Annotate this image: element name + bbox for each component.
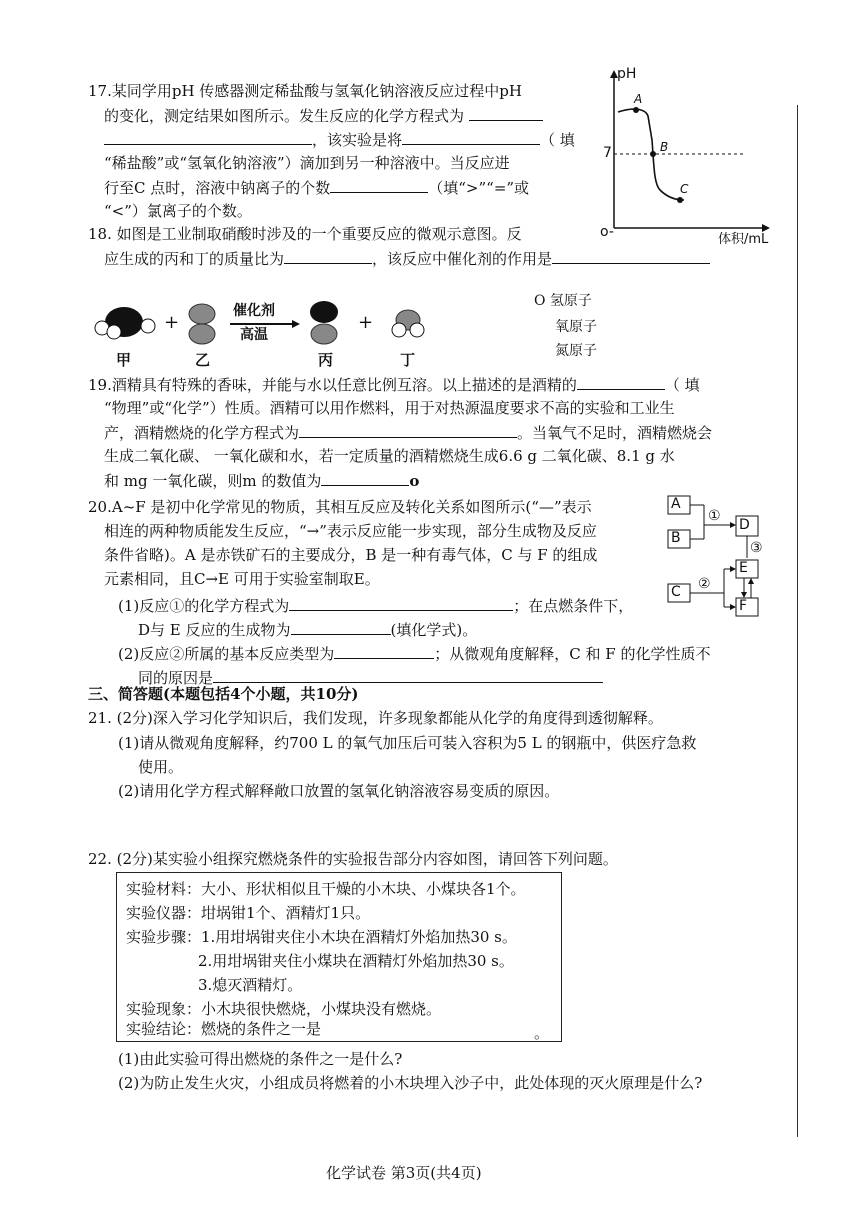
origin-label: o-: [600, 224, 614, 240]
q17-line1: 17.某同学用pH 传感器测定稀盐酸与氢氧化钠溶液反应过程中pH: [88, 82, 522, 100]
report-phenomenon: 实验现象：小木块很快燃烧，小煤块没有燃烧。: [126, 1000, 442, 1018]
q20-sub1: (1)反应①的化学方程式为 ；在点燃条件下，: [118, 594, 633, 617]
page-footer: 化学试卷 第3页(共4页): [326, 1164, 482, 1182]
legend-nitrogen: 氮原子: [555, 343, 597, 359]
node-a: A: [671, 496, 681, 512]
q22-line1: 22. (2分)某实验小组探究燃烧条件的实验报告部分内容如图，请回答下列问题。: [88, 850, 618, 868]
node-d: D: [739, 517, 750, 533]
report-conclusion-end: 。: [534, 1024, 550, 1042]
q19-line4: 生成二氧化碳、 一氧化碳和水，若一定质量的酒精燃烧生成6.6 g 二氧化碳、8.1 g 水: [104, 447, 675, 465]
plus-sign-1: +: [164, 312, 180, 333]
point-c-marker: [677, 197, 683, 203]
report-materials: 实验材料：大小、形状相似且干燥的小木块、小煤块各1个。: [126, 880, 526, 898]
legend-oxygen: 氧原子: [555, 319, 597, 335]
condition-label: 高温: [240, 327, 268, 343]
report-conclusion: 实验结论：燃烧的条件之一是: [126, 1020, 322, 1038]
margin-line: [797, 105, 798, 1137]
reaction-1-label: ①: [708, 508, 721, 524]
seven-label: 7: [603, 145, 612, 161]
node-f: F: [739, 598, 748, 614]
molecule-bing: [310, 301, 338, 344]
plus-sign-2: +: [358, 312, 374, 333]
q17-line2: 的变化，测定结果如图所示。发生反应的化学方程式为: [104, 104, 543, 127]
q20-line1: 20.A~F 是初中化学常见的物质，其相互反应及转化关系如图所示(“—”表示: [88, 498, 592, 516]
volume-axis-label: 体积/mL: [718, 232, 769, 247]
q18-line2: 应生成的丙和丁的质量比为 ，该反应中催化剂的作用是: [104, 247, 710, 270]
molecule-yi: [189, 304, 215, 344]
q19-line2: “物理”或“化学”）性质。酒精可以用作燃料，用于对热源温度要求不高的实验和工业生: [104, 399, 675, 417]
ph-graph: [596, 66, 776, 246]
q21-line1: 21. (2分)深入学习化学知识后，我们发现，许多现象都能从化学的角度得到透彻解释。: [88, 709, 663, 727]
q20-line3: 条件省略)。A 是赤铁矿石的主要成分，B 是一种有毒气体，C 与 F 的组成: [104, 546, 598, 564]
label-ding: 丁: [400, 351, 416, 369]
molecule-jia: [95, 307, 155, 339]
q20-line2: 相连的两种物质能发生反应，“→”表示反应能一步实现，部分生成物及反应: [104, 522, 597, 540]
point-c-label: C: [680, 182, 689, 196]
label-yi: 乙: [195, 351, 211, 369]
q18-line1: 18. 如图是工业制取硝酸时涉及的一个重要反应的微观示意图。反: [88, 225, 522, 243]
q17-line4: “稀盐酸”或“氢氧化钠溶液”）滴加到另一种溶液中。当反应进: [104, 154, 510, 172]
q19-line3: 产，酒精燃烧的化学方程式为 。当氧气不足时，酒精燃烧会: [104, 421, 712, 444]
section-3-heading: 三、简答题(本题包括4个小题，共10分): [88, 685, 359, 703]
label-bing: 丙: [318, 351, 334, 369]
q20-sub2: (2)反应②所属的基本反应类型为 ；从微观角度解释，C 和 F 的化学性质不: [118, 642, 710, 665]
q17-line3: ，该实验是将 （ 填: [104, 128, 575, 151]
report-step-2: 2.用坩埚钳夹住小煤块在酒精灯外焰加热30 s。: [198, 952, 514, 970]
point-a-label: A: [634, 92, 643, 106]
reaction-2-label: ②: [698, 576, 711, 592]
point-b-label: B: [660, 140, 669, 154]
point-a-marker: [633, 107, 639, 113]
point-b-marker: [650, 151, 656, 157]
ph-axis-label: pH: [617, 66, 637, 82]
reaction-3-label: ③: [750, 540, 763, 556]
q19-line5: 和 mg 一氧化碳，则m 的数值为 o: [104, 469, 419, 492]
q17-line5: 行至C 点时，溶液中钠离子的个数 （填“>”“=”或: [104, 176, 529, 199]
label-jia: 甲: [116, 351, 132, 369]
node-b: B: [671, 530, 681, 546]
report-step-3: 3.熄灭酒精灯。: [198, 976, 303, 994]
report-instruments: 实验仪器：坩埚钳1个、酒精灯1只。: [126, 904, 371, 922]
molecule-ding: [392, 310, 424, 337]
q20-sub2-cont: 同的原因是: [138, 666, 603, 689]
q21-sub1: (1)请从微观角度解释，约700 L 的氧气加压后可装入容积为5 L 的钢瓶中，供医疗急救: [118, 734, 697, 752]
q22-sub1: (1)由此实验可得出燃烧的条件之一是什么?: [118, 1050, 403, 1068]
q21-sub2: (2)请用化学方程式解释敞口放置的氢氧化钠溶液容易变质的原因。: [118, 782, 560, 800]
catalyst-label: 催化剂: [233, 303, 275, 319]
q21-sub1-cont: 使用。: [138, 758, 184, 776]
q20-line4: 元素相同，且C→E 可用于实验室制取E。: [104, 570, 380, 588]
q19-line1: 19.酒精具有特殊的香味，并能与水以任意比例互溶。以上描述的是酒精的 （ 填: [88, 373, 700, 396]
node-c: C: [671, 584, 681, 600]
q17-line6: “<”）氯离子的个数。: [104, 202, 252, 220]
report-step-1: 实验步骤：1.用坩埚钳夹住小木块在酒精灯外焰加热30 s。: [126, 928, 517, 946]
legend-hydrogen: O 氢原子: [534, 293, 592, 309]
q20-sub1-cont: D与 E 反应的生成物为 (填化学式)。: [138, 618, 477, 641]
node-e: E: [739, 560, 748, 576]
q22-sub2: (2)为防止发生火灾，小组成员将燃着的小木块埋入沙子中，此处体现的灭火原理是什么?: [118, 1074, 703, 1092]
